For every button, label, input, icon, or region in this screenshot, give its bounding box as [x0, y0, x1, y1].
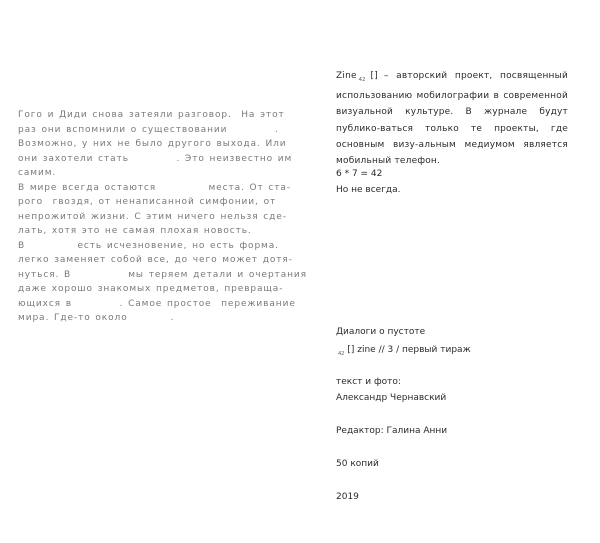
text-line: В есть исчезновение, но есть форма.: [18, 240, 279, 251]
series-info: [336, 342, 471, 362]
text-line: В мире всегда остаются места. От ста-: [18, 182, 291, 193]
text-line: они захотели стать . Это неизвестно им: [18, 153, 293, 164]
text-line: Гого и Диди снова затеяли разговор. На этот: [18, 110, 285, 120]
zine-number: 42: [358, 76, 366, 83]
equation: 6 * 7 = 42: [336, 169, 383, 179]
text-line: лать, хотя это не самая плохая новость.: [18, 226, 252, 236]
author-name: Александр Чернавский: [336, 393, 447, 403]
right-page: [336, 68, 568, 502]
text-line: раз они вспомнили о существовании .: [18, 124, 279, 135]
text-line: нуться. В мы теряем детали и очертания: [18, 269, 307, 280]
editor-credit: Редактор: Галина Анни: [336, 426, 448, 436]
intro-paragraph: [336, 68, 568, 170]
left-page-text: [18, 108, 307, 326]
text-line: ющихся в . Самое простое переживание: [18, 298, 296, 309]
series-number: 42: [338, 350, 345, 357]
series-text: [] zine // 3 / первый тираж: [347, 345, 471, 355]
text-line: непрожитой жизни. С этим ничего нельзя сде-: [18, 211, 287, 222]
print-run: 50 копий: [336, 459, 379, 469]
text-line: рого гвоздя, от ненаписанной симфонии, от: [18, 197, 277, 207]
credits-label: текст и фото:: [336, 377, 401, 387]
text-line: легко заменяет собой все, до чего может дотя-: [18, 255, 293, 265]
zine-name: Zine: [336, 71, 357, 81]
text-line: мира. Где-то около .: [18, 313, 175, 323]
text-line: Возможно, у них не было другого выхода. Или: [18, 139, 287, 149]
publication-year: 2019: [336, 492, 359, 502]
intro-text: – авторский проект, посвященный использованию мобилографии в современной визуальной культуре. В журнале будут публико-ваться только те проекты, где основным визу-альным медиумом является мобильный телефон.: [336, 71, 568, 167]
equation-note: Но не всегда.: [336, 185, 401, 195]
zine-title: Диалоги о пустоте: [336, 327, 426, 337]
zine-bracket: []: [370, 71, 378, 81]
text-line: даже хорошо знакомых предметов, превраща-: [18, 284, 284, 294]
text-line: самим.: [18, 168, 57, 178]
